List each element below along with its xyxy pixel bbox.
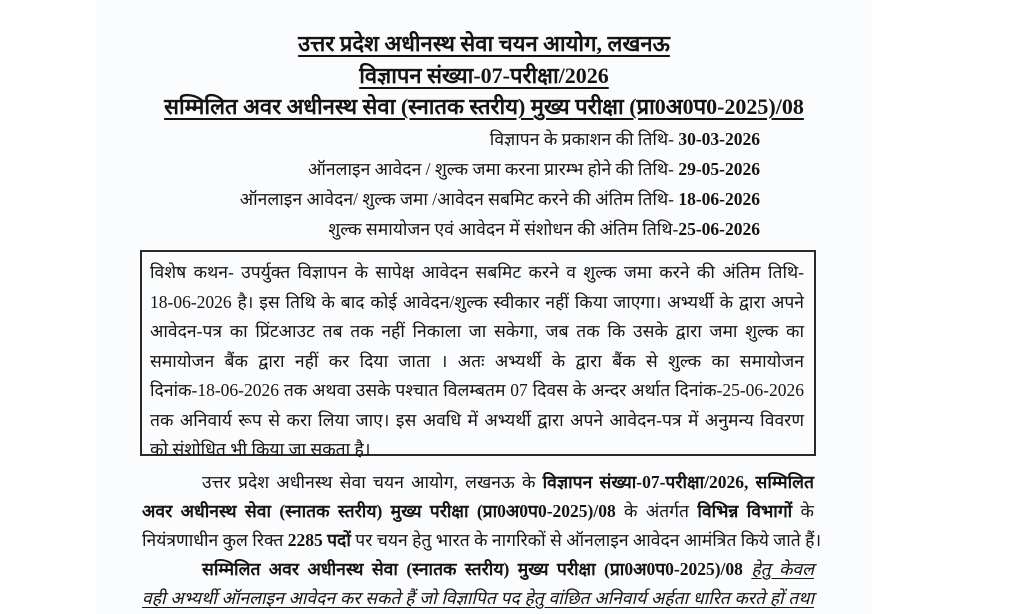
notice-line: दिनांक-18-06-2026 तक अथवा उसके पश्चात विलम्बतम 07 दिवस के अन्दर अर्थात दिनांक-25-06-2026 (150, 380, 804, 400)
date-value: 18-06-2026 (678, 189, 760, 209)
text-bold: सम्मिलित अवर अधीनस्थ सेवा (स्नातक स्तरीय) मुख्य परीक्षा (प्रा0अ0प0-2025)/08 (202, 559, 743, 579)
exam-title (96, 91, 872, 121)
date-row-application-last (240, 184, 760, 214)
advertisement-number-text: विज्ञापन संख्या-07-परीक्षा/2026 (359, 63, 609, 88)
date-value: 29-05-2026 (678, 159, 760, 179)
notice-line: 18-06-2026 है। इस तिथि के बाद कोई आवेदन/शुल्क स्वीकार नहीं किया जाएगा। अभ्यर्थी के द्वारा अपने (150, 291, 804, 312)
text-italic-underlined: हेतु केवल (751, 559, 814, 579)
special-notice-box (140, 250, 816, 459)
date-row-application-start (240, 154, 760, 184)
advertisement-number (96, 60, 872, 90)
para1-line1 (142, 468, 814, 497)
notice-line: को संशोधित भी किया जा सकता है। (150, 439, 371, 459)
date-label: ऑनलाइन आवेदन/ शुल्क जमा /आवेदन सबमिट करने की अंतिम तिथि- (239, 189, 679, 209)
text: नियंत्रणाधीन कुल रिक्त (142, 530, 288, 550)
date-row-publication (240, 124, 760, 154)
text: पर चयन हेतु भारत के नागरिकों से ऑनलाइन आवेदन आमंत्रित किये जाते हैं। (350, 530, 822, 550)
para1-line2 (142, 497, 814, 526)
organization-title (96, 28, 872, 58)
notice-line: तक अनिवार्य रूप से करा लिया जाए। इस अवधि में अभ्यर्थी द्वारा अपने आवेदन-पत्र में अनुमन्य विवरण (150, 409, 804, 430)
para2-line2 (142, 584, 814, 613)
para1-line3 (142, 526, 822, 555)
notice-line: आवेदन-पत्र का प्रिंटआउट तब तक नहीं निकाला जा सकेगा, जब तक कि उसके द्वारा जमा शुल्क का (150, 321, 804, 341)
text: के अंतर्गत (615, 501, 698, 521)
text-italic-underlined: वही अभ्यर्थी ऑनलाइन आवेदन कर सकते हैं जो विज्ञापित पद हेतु वांछित अनिवार्य अर्हता धारित करते हों तथा (142, 588, 814, 608)
text: उत्तर प्रदेश अधीनस्थ सेवा चयन आयोग, लखनऊ के (202, 472, 543, 492)
document-page (96, 0, 872, 614)
date-label: शुल्क समायोजन एवं आवेदन में संशोधन की अंतिम तिथि- (328, 219, 679, 239)
date-value: 25-06-2026 (678, 219, 760, 239)
date-label: ऑनलाइन आवेदन / शुल्क जमा करना प्रारम्भ होने की तिथि- (307, 159, 679, 179)
text-bold: विभिन्न विभागों (697, 501, 793, 521)
text-bold: अवर अधीनस्थ सेवा (स्नातक स्तरीय) मुख्य परीक्षा (प्रा0अ0प0-2025)/08 (142, 501, 616, 521)
notice-line: विशेष कथन- उपर्युक्त विज्ञापन के सापेक्ष आवेदन सबमिट करने व शुल्क जमा करने की अंतिम तिथि- (150, 262, 804, 282)
body-paragraphs (142, 468, 822, 613)
important-dates (240, 124, 760, 244)
exam-title-text: सम्मिलित अवर अधीनस्थ सेवा (स्नातक स्तरीय) मुख्य परीक्षा (प्रा0अ0प0-2025)/08 (164, 94, 804, 119)
text: के (792, 501, 814, 521)
date-value: 30-03-2026 (678, 129, 760, 149)
organization-title-text: उत्तर प्रदेश अधीनस्थ सेवा चयन आयोग, लखनऊ (298, 31, 670, 56)
notice-line: समायोजन बैंक द्वारा नहीं कर दिया जाता । अतः अभ्यर्थी के द्वारा बैंक से शुल्क का समायोजन (150, 350, 804, 371)
date-label: विज्ञापन के प्रकाशन की तिथि- (489, 129, 679, 149)
date-row-fee-correction-last (240, 214, 760, 244)
text-bold: 2285 पदों (287, 530, 351, 550)
text-bold: विज्ञापन संख्या-07-परीक्षा/2026, सम्मिलित (542, 472, 814, 492)
para2-line1 (142, 555, 814, 584)
